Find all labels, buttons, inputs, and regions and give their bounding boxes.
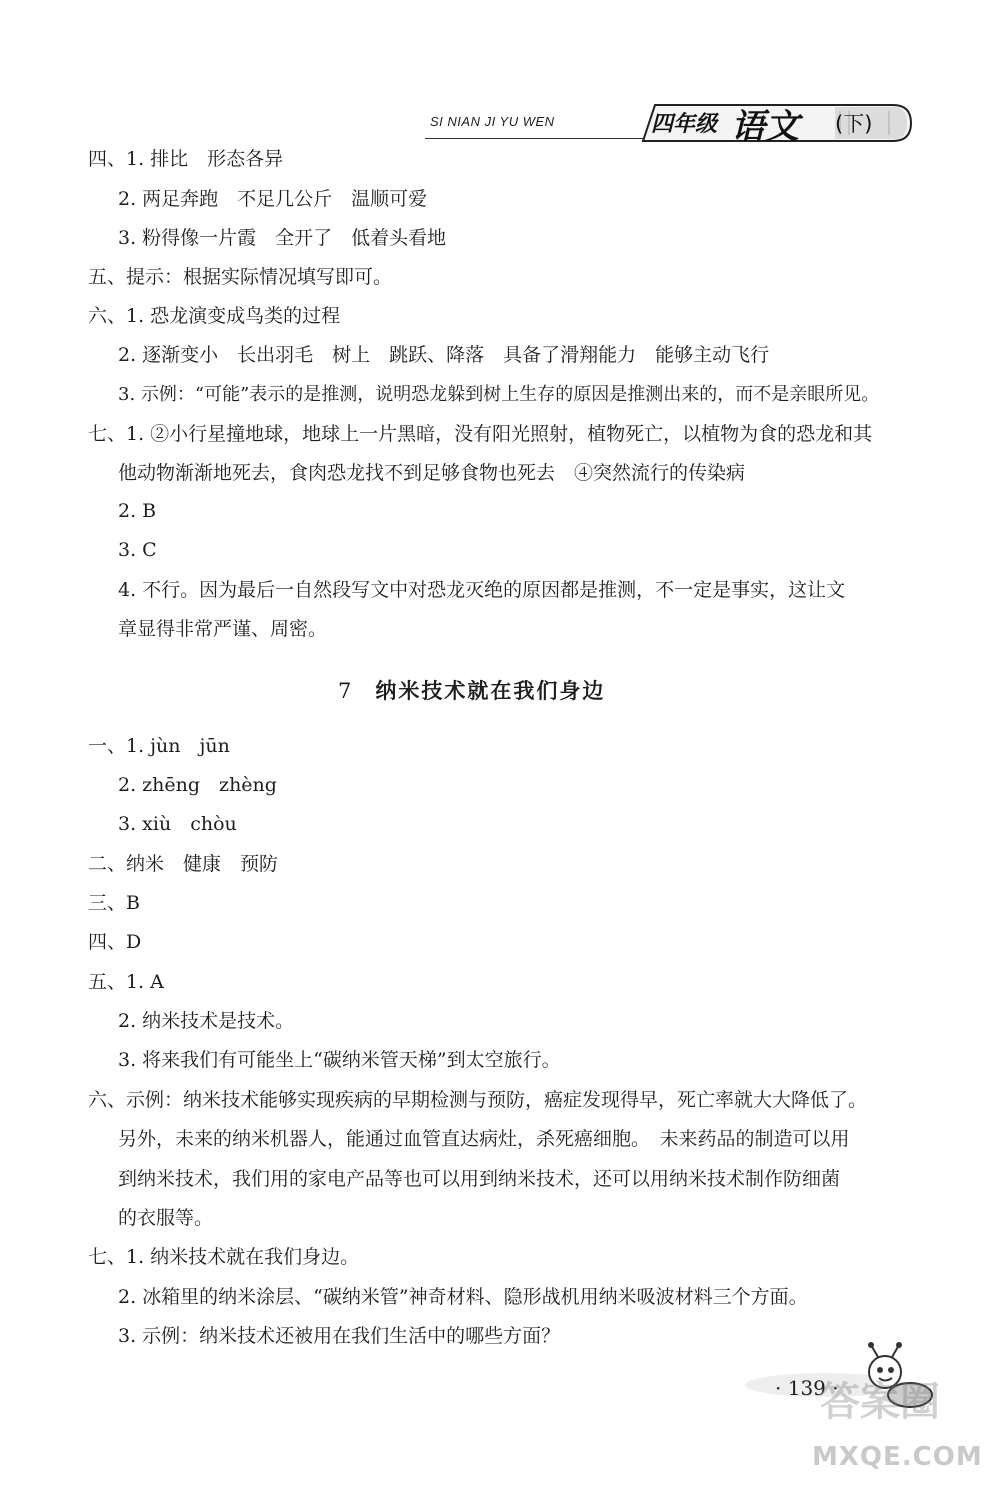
answer-line: 到纳米技术，我们用的家电产品等也可以用到纳米技术，还可以用纳米技术制作防细菌 [118, 1168, 841, 1190]
answer-line: 的衣服等。 [118, 1207, 214, 1229]
answer-line: 2. 逐渐变小 长出羽毛 树上 跳跃、降落 具备了滑翔能力 能够主动飞行 [118, 344, 770, 366]
watermark-logo: 答案圈 [820, 1379, 940, 1425]
answer-line: 七、1. 纳米技术就在我们身边。 [88, 1246, 360, 1268]
answer-line: 3. xiù chòu [118, 813, 237, 835]
answer-line: 章显得非常严谨、周密。 [118, 618, 328, 640]
answer-line: 另外，未来的纳米机器人，能通过血管直达病灶，杀死癌细胞。 未来药品的制造可以用 [118, 1128, 850, 1150]
badge-subject: 语文 [731, 107, 799, 147]
answer-line: 4. 不行。因为最后一自然段写文中对恐龙灭绝的原因都是推测，不一定是事实，这让文 [118, 579, 846, 601]
answer-line: 五、1. A [88, 971, 164, 993]
answer-line: 2. B [118, 500, 157, 522]
answer-line: 一、1. jùn jūn [88, 735, 230, 757]
answer-line: 2. 纳米技术是技术。 [118, 1010, 295, 1032]
badge-grade: 四年级 [651, 112, 718, 137]
answer-line: 三、B [88, 892, 140, 914]
answer-line: 二、纳米 健康 预防 [88, 853, 279, 875]
answer-line: 2. 两足奔跑 不足几公斤 温顺可爱 [118, 188, 428, 210]
answer-line: 他动物渐渐地死去，食肉恐龙找不到足够食物也死去 ④突然流行的传染病 [118, 462, 746, 484]
answer-line: 2. 冰箱里的纳米涂层、“碳纳米管”神奇材料、隐形战机用纳米吸波材料三个方面。 [118, 1286, 808, 1308]
answer-line: 六、1. 恐龙演变成鸟类的过程 [88, 305, 341, 327]
answer-line: 七、1. ②小行星撞地球，地球上一片黑暗，没有阳光照射，植物死亡，以植物为食的恐龙和其 [88, 423, 873, 445]
answer-line: 3. 粉得像一片霞 全开了 低着头看地 [118, 227, 447, 249]
header-badge [635, 101, 913, 147]
section-number: 7 [338, 679, 354, 703]
answer-line: 3. C [118, 539, 157, 561]
header-pinyin: SI NIAN JI YU WEN [430, 114, 555, 129]
badge-volume: (下) [835, 112, 873, 136]
answer-line: 3. 示例：纳米技术还被用在我们生活中的哪些方面？ [118, 1325, 561, 1347]
answer-line: 3. 示例：“可能”表示的是推测，说明恐龙躲到树上生存的原因是推测出来的，而不是亲眼所见。 [118, 384, 880, 405]
watermark-url: MXQE.COM [812, 1442, 983, 1472]
answer-line: 五、提示：根据实际情况填写即可。 [88, 266, 393, 288]
answer-line: 四、D [88, 931, 142, 953]
answer-line: 3. 将来我们有可能坐上“碳纳米管天梯”到太空旅行。 [118, 1049, 561, 1071]
answer-line: 2. zhēng zhèng [118, 774, 277, 796]
header-rule [425, 138, 645, 139]
section-title-text: 纳米技术就在我们身边 [375, 679, 606, 703]
answer-line: 四、1. 排比 形态各异 [88, 148, 284, 170]
answer-line: 六、示例：纳米技术能够实现疾病的早期检测与预防，癌症发现得早，死亡率就大大降低了。 [88, 1089, 868, 1111]
page-number: · 139 · [775, 1376, 839, 1400]
section-title [338, 675, 605, 705]
